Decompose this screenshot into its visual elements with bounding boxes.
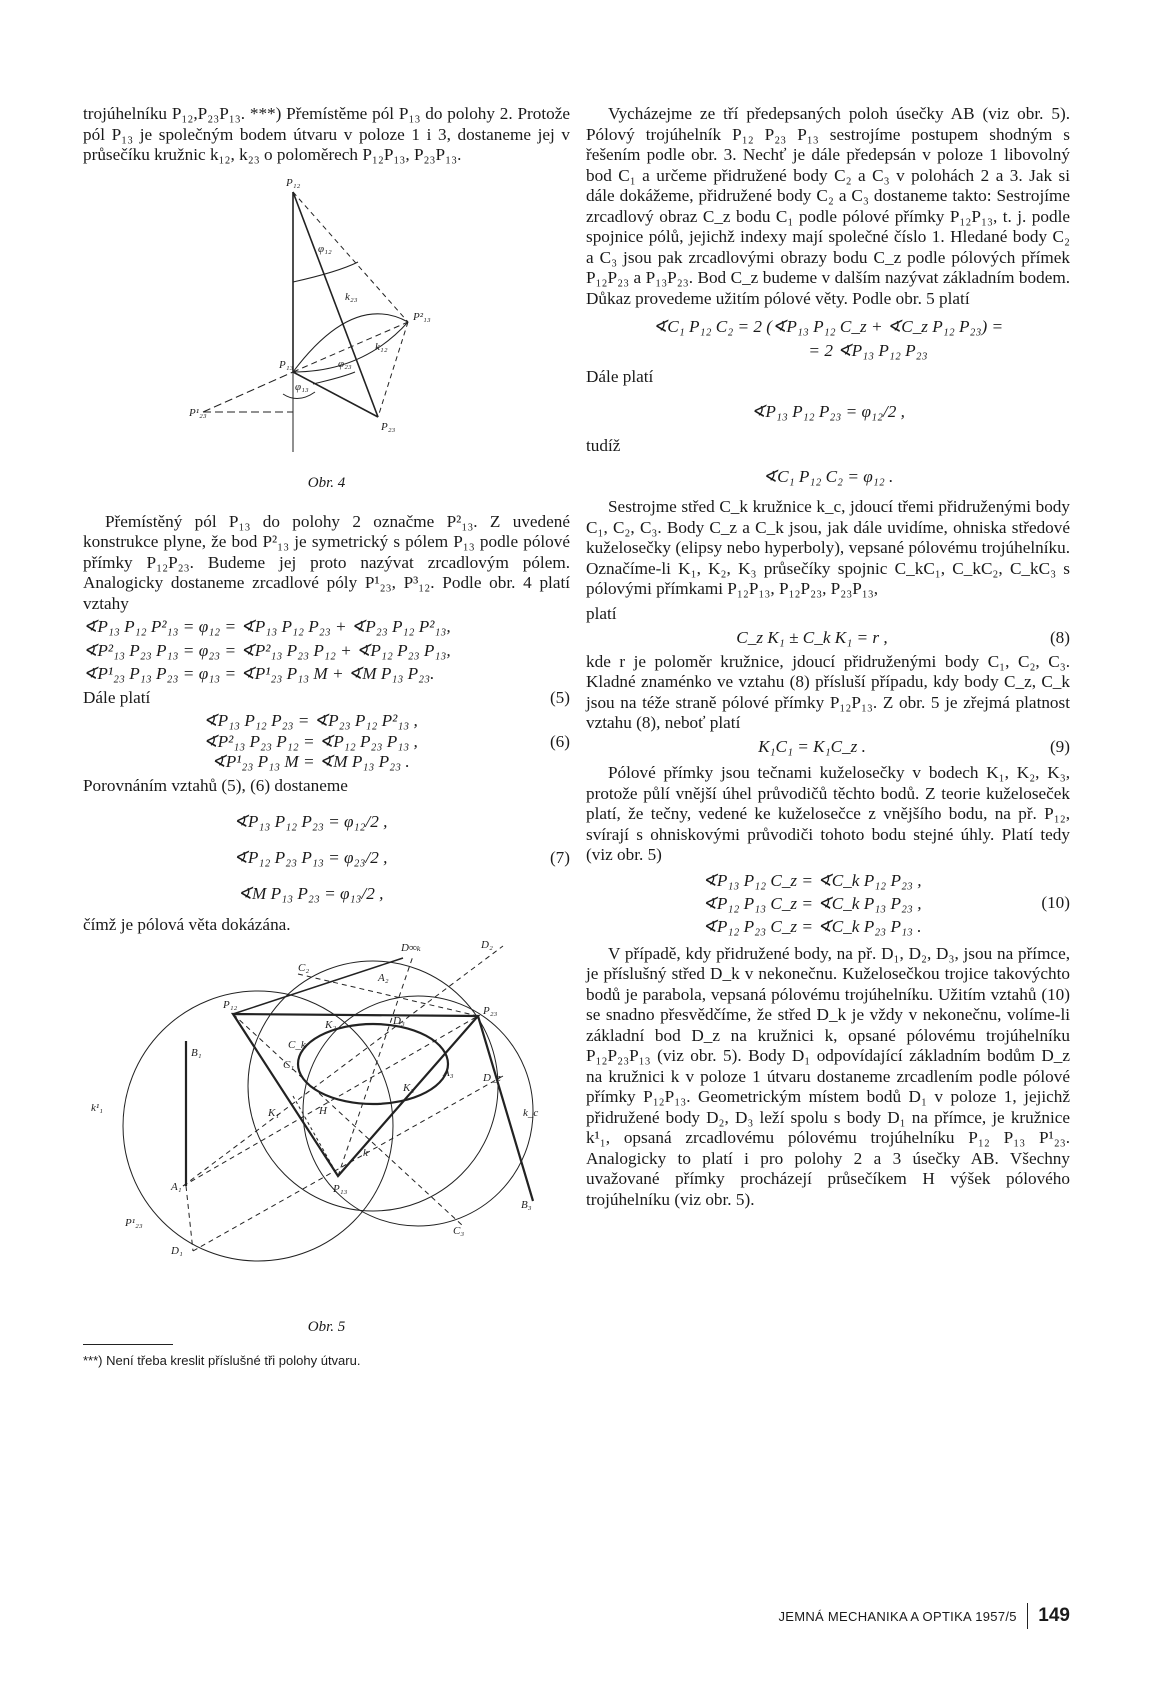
fig5-label: D_z [483, 1071, 501, 1084]
figure-5-diagram [83, 936, 570, 1306]
fig5-label: P₁₃ [333, 1182, 348, 1195]
figure-4-diagram [83, 172, 570, 462]
equation-10 [586, 869, 1070, 938]
fig4-label: φ₁₃ [295, 380, 309, 393]
equation-8 [586, 628, 1070, 649]
footnote: ***) Není třeba kreslit příslušné tři polohy útvaru. [83, 1352, 361, 1368]
left-column [83, 104, 570, 1371]
fig5-label: D∞ₖ [401, 941, 421, 954]
fig5-label: P₁₂ [223, 998, 238, 1011]
fig5-label: B₃ [521, 1198, 532, 1211]
paragraph: Sestrojme střed C_k kružnice k_c, jdoucí třemi přidruženými body C₁, C₂, C₃. Body C_z a C_k jsou, jak dále uvidíme, ohniska středové kuželosečky (elipsy nebo hyperboly), vepsané pólovému trojúhelníku. Označíme-li K₁, K₂, K₃ průsečíky spojnic C_kC₁, C_kC₂, C_kC₃ s pólovými přímkami P₁₂P₁₃, P₁₂P₂₃, P₂₃P₁₃, [586, 497, 1070, 598]
paragraph: Porovnáním vztahů (5), (6) dostaneme [83, 775, 348, 795]
footnote-rule [83, 1344, 173, 1345]
footer-divider [1027, 1603, 1029, 1629]
fig5-label: K₂ [325, 1018, 337, 1031]
text-line: Dále platí [83, 687, 151, 707]
fig5-label: k_c [523, 1106, 539, 1119]
fig4-label: P²₁₃ [413, 310, 431, 323]
equation-line: K₁C₁ = K₁C_z . [758, 736, 866, 756]
fig5-label: A₂ [378, 971, 389, 984]
text-line: tudíž [586, 436, 621, 455]
fig4-label: k₂₃ [345, 290, 358, 303]
fig4-label: P¹₂₃ [189, 406, 207, 419]
equation-a [586, 317, 1070, 338]
equation-line: ∢P₁₂ P₂₃ P₁₃ = φ₂₃/2 , [233, 848, 388, 867]
equation-9 [586, 737, 1070, 758]
fig5-label: D₁ [171, 1244, 183, 1257]
fig4-label: P₁₂ [286, 176, 301, 189]
page-footer [700, 1603, 1070, 1629]
paragraph: V případě, kdy přidružené body, na př. D₁, D₂, D₃, jsou na přímce, je příslušný střed D_k v nekonečnu. Kuželosečkou trojice takovýchto bodů je parabola, vepsaná pólovému trojúhelníku. Užitím vztahů (10) se snadno přesvědčíme, že střed D_k je vždy v nekonečnu, volíme-li základní bod D_z na kružnici k, opsané pólovému trojúhelníku P₁₂P₂₃P₁₃ (viz obr. 5). Body D₁ odpovídající základním bodům D_z na kružnici k v poloze 1 útvaru dostaneme zrcadlením podle pólové přímky P₁₂P₁₃. Geometrickým místem bodů D₁ v poloze 1, jejichž přidružené body D₂, D₃ leží spolu s body D₁ na přímce, je kružnice k¹₁, opsaná zrcadlovému pólovému trojúhelníku P₁₂ P₁₃ P¹₂₃. Analogicky to platí i pro polohy 2 a 3 úsečky AB. Všechny uvažované přímky procházejí průsečíkem H výšek pólového trojúhelníku (viz obr. 5). [586, 943, 1070, 1209]
equation-line: ∢P¹₂₃ P₁₃ M = ∢M P₁₃ P₂₃ . [211, 752, 410, 771]
figure-4 [83, 172, 570, 494]
fig5-label: K₃ [403, 1081, 415, 1094]
journal-name: JEMNÁ MECHANIKA A OPTIKA 1957/5 [778, 1608, 1017, 1624]
fig5-label: k¹₁ [91, 1101, 104, 1114]
fig5-label: K₁ [268, 1106, 280, 1119]
fig4-label: P₂₃ [381, 420, 396, 433]
paragraph: čímž je pólová věta dokázána. [83, 915, 291, 934]
fig4-label: φ₂₃ [338, 357, 352, 370]
equation-line: = 2 ∢P₁₃ P₁₂ P₂₃ [808, 340, 928, 360]
equation-5 [83, 617, 570, 685]
equation-6 [83, 711, 570, 773]
fig4-label: P₁₃ [279, 358, 294, 371]
equation-7 [83, 804, 570, 912]
equation-number: (8) [1049, 628, 1070, 647]
fig5-label: D₃ [393, 1014, 405, 1027]
paragraph: Vycházejme ze tří předepsaných poloh úsečky AB (viz obr. 5). Pólový trojúhelník P₁₂ P₂₃ P₁₃ sestrojíme postupem shodným s řešením podle obr. 3. Nechť je dále předepsán v poloze 1 libovolný bod C₁ a určeme přidružené body C₂ a C₃ v polohách 2 a 3. Jak si dále dokážeme, přidružené body C₂ a C₃ dostaneme takto: Sestrojíme zrcadlový obraz C_z bodu C₁ podle pólové přímky P₁₂P₁₃, t. j. podle spojnice pólů, jejichž indexy mají společné číslo 1. Hledané body C₂ a C₃ jsou pak zrcadlovými obrazy bodu C_z podle pólových přímek P₁₂P₂₃ a P₁₃P₂₃. Bod C_z budeme v dalším nazývat základním bodem. Důkaz provedeme užitím pólové věty. Podle obr. 5 platí [586, 104, 1070, 308]
equation-c [586, 467, 1070, 488]
equation-b [586, 402, 1070, 423]
equation-line: ∢C₁ P₁₂ C₂ = 2 (∢P₁₃ P₁₂ C_z + ∢C_z P₁₂ P₂₃) = [652, 317, 1004, 336]
equation-number: (5) [549, 687, 570, 707]
fig5-label: C₂ [298, 961, 310, 974]
equation-line: ∢P₁₂ P₁₃ C_z = ∢C_k P₁₃ P₂₃ , [702, 893, 922, 913]
fig5-label: C_k [288, 1038, 306, 1051]
equation-line: ∢C₁ P₁₂ C₂ = φ₁₂ . [762, 466, 894, 486]
fig5-label: P¹₂₃ [125, 1216, 143, 1229]
figure-5 [83, 936, 570, 1338]
page-number: 149 [1038, 1605, 1070, 1626]
figure-4-caption: Obr. 4 [307, 475, 346, 491]
paragraph: kde r je poloměr kružnice, jdoucí přidruženými body C₁, C₂, C₃. Kladné znaménko ve vztahu (8) přísluší případu, kdy body C_z, C_k jsou na téže straně pólové přímky P₁₂P₁₃. Z obr. 5 je zřejmá platnost vztahu (8), neboť platí [586, 651, 1070, 732]
paragraph: trojúhelníku P₁₂,P₂₃P₁₃. ***) Přemístěme pól P₁₃ do polohy 2. Protože pól P₁₃ je společným bodem útvaru v poloze 1 i 3, dostaneme jej v průsečíku kružnic k₁₂, k₂₃ o poloměrech P₁₂P₁₃, P₂₃P₁₃. [83, 104, 570, 164]
equation-number: (10) [1041, 892, 1070, 912]
fig4-label: φ₁₂ [318, 242, 332, 255]
text-line: Dále platí [586, 367, 654, 386]
equation-a-continued [586, 341, 1070, 362]
paragraph: Přemístěný pól P₁₃ do polohy 2 označme P²₁₃. Z uvedené konstrukce plyne, že bod P²₁₃ je symetrický s pólem P₁₃ podle pólové přímky P₁₂P₂₃. Budeme jej proto nazývat zrcadlovým pólem. Analogicky dostaneme zrcadlové póly P¹₂₃, P³₁₂. Podle obr. 4 platí vztahy [83, 511, 570, 613]
equation-line: ∢P₁₃ P₁₂ P₂₃ = φ₁₂/2 , [751, 401, 905, 421]
fig5-label: k [363, 1146, 368, 1159]
fig5-label: A₃ [443, 1066, 454, 1079]
equation-line: C_z K₁ ± C_k K₁ = r , [736, 628, 888, 647]
right-column [586, 104, 1070, 1210]
fig5-label: A₁ [171, 1180, 182, 1193]
fig5-label: C₁ [283, 1058, 295, 1071]
figure-5-caption: Obr. 5 [307, 1319, 346, 1335]
paragraph: Pólové přímky jsou tečnami kuželosečky v bodech K₁, K₂, K₃, protože půlí vnější úhel průvodičů těchto bodů. Z teorie kuželoseček platí, že tečny, vedené ke kuželosečce z vnějšího bodu, na př. P₁₂, svírají s ohniskovými průvodiči tohoto bodu stejné úhly. Platí tedy (viz obr. 5) [586, 763, 1070, 864]
equation-number: (9) [1049, 736, 1070, 756]
fig5-label: B₁ [191, 1046, 202, 1059]
fig5-label: C₃ [453, 1224, 465, 1237]
text-line: platí [586, 603, 617, 623]
equation-line: ∢P₁₃ P₁₂ P₂₃ = ∢P₂₃ P₁₂ P²₁₃ , [203, 711, 418, 730]
equation-line: ∢P₁₂ P₂₃ C_z = ∢C_k P₂₃ P₁₃ . [702, 916, 922, 936]
equation-line: ∢P¹₂₃ P₁₃ P₂₃ = φ₁₃ = ∢P¹₂₃ P₁₃ M + ∢M P₁₃ P₂₃. [83, 664, 435, 683]
equation-line: ∢M P₁₃ P₂₃ = φ₁₃/2 , [237, 884, 384, 903]
equation-number: (7) [549, 847, 570, 867]
fig5-label: H [319, 1104, 327, 1117]
equation-number: (6) [549, 731, 570, 751]
equation-line: ∢P₁₃ P₁₂ P²₁₃ = φ₁₂ = ∢P₁₃ P₁₂ P₂₃ + ∢P₂₃ P₁₂ P²₁₃, [83, 617, 451, 636]
fig4-label: k₁₂ [375, 340, 388, 353]
fig5-label: D₂ [481, 938, 493, 951]
equation-line: ∢P₁₃ P₁₂ C_z = ∢C_k P₁₂ P₂₃ , [702, 870, 922, 890]
equation-line: ∢P²₁₃ P₂₃ P₁₃ = φ₂₃ = ∢P²₁₃ P₂₃ P₁₂ + ∢P₁₂ P₂₃ P₁₃, [83, 640, 451, 660]
equation-line: ∢P₁₃ P₁₂ P₂₃ = φ₁₂/2 , [233, 812, 388, 831]
equation-line: ∢P²₁₃ P₂₃ P₁₂ = ∢P₁₂ P₂₃ P₁₃ , [203, 731, 418, 751]
fig5-label: P₂₃ [483, 1004, 498, 1017]
